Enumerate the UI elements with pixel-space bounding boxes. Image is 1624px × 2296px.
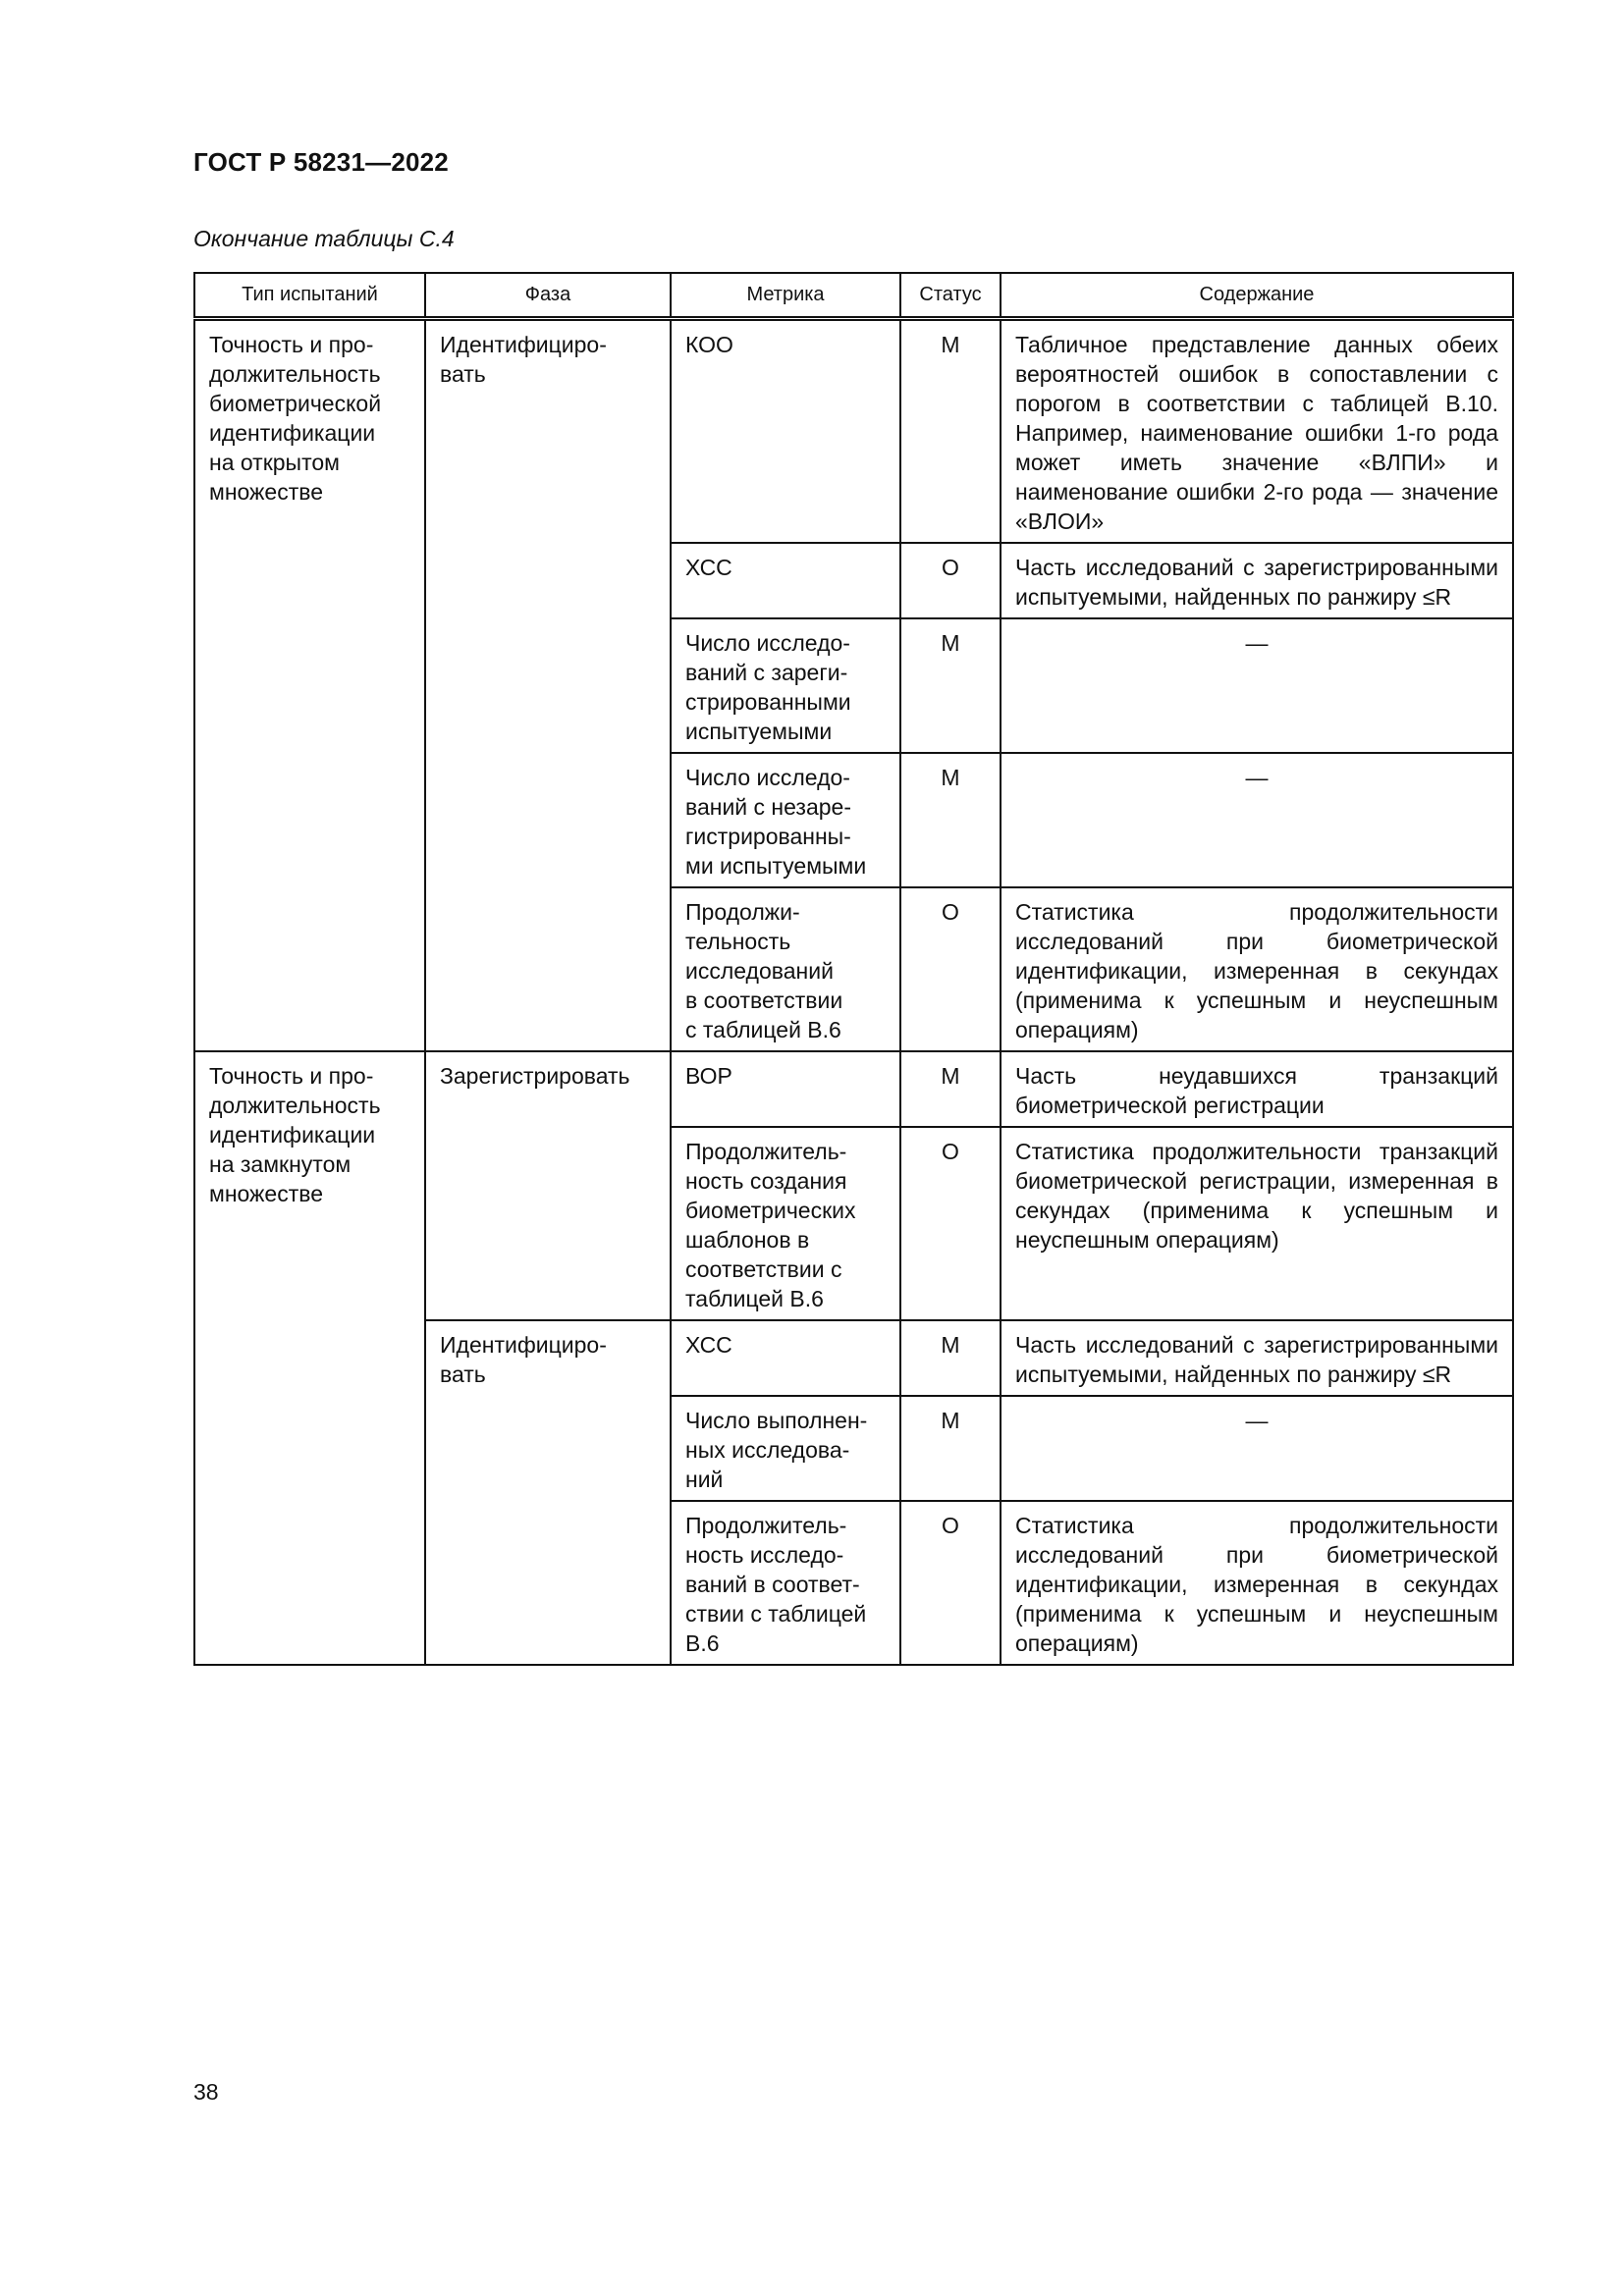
page-number: 38	[193, 2079, 219, 2105]
column-header-metric: Метрика	[671, 273, 900, 319]
content-cell: Часть исследований с зарегистрированными испытуемыми, найденных по ранжиру ≤R	[1001, 543, 1513, 618]
status-cell: М	[900, 1396, 1001, 1501]
table-caption: Окончание таблицы С.4	[193, 226, 455, 251]
status-cell: О	[900, 543, 1001, 618]
metric-cell: Продолжитель- ность создания биометрических шаблонов в соответствии с таблицей В.6	[671, 1127, 900, 1320]
metric-cell: ХСС	[671, 543, 900, 618]
phase-cell: Идентифициро- вать	[425, 319, 671, 1052]
metric-cell: ХСС	[671, 1320, 900, 1396]
column-header-content: Содержание	[1001, 273, 1513, 319]
metric-cell: ВОР	[671, 1051, 900, 1127]
column-header-status: Статус	[900, 273, 1001, 319]
status-cell: О	[900, 1501, 1001, 1665]
content-cell: Табличное представление данных обеих вероятностей ошибок в сопоставлении с порогом в соответствии с таблицей В.10. Например, наименование ошибки 1-го рода может иметь значение «ВЛПИ» и наименование ошибки 2-го рода — значение «ВЛОИ»	[1001, 319, 1513, 544]
content-cell: —	[1001, 618, 1513, 753]
content-cell: Статистика продолжительности исследований при биометрической идентификации, измеренная в секундах (применима к успешным и неуспешным операциям)	[1001, 887, 1513, 1051]
content-cell: —	[1001, 1396, 1513, 1501]
metric-cell: Число исследо- ваний с зареги- стрированными испытуемыми	[671, 618, 900, 753]
table-row	[194, 1051, 1513, 1127]
metric-cell: КОО	[671, 319, 900, 544]
status-cell: М	[900, 319, 1001, 544]
phase-cell: Зарегистрировать	[425, 1051, 671, 1320]
content-cell: Часть неудавшихся транзакций биометрической регистрации	[1001, 1051, 1513, 1127]
table-header-row	[194, 273, 1513, 319]
status-cell: О	[900, 887, 1001, 1051]
content-cell: Статистика продолжительности исследований при биометрической идентификации, измеренная в секундах (применима к успешным и неуспешным операциям)	[1001, 1501, 1513, 1665]
status-cell: О	[900, 1127, 1001, 1320]
metric-cell: Продолжитель- ность исследо- ваний в соответ- ствии с таблицей В.6	[671, 1501, 900, 1665]
column-header-test-type: Тип испытаний	[194, 273, 425, 319]
status-cell: М	[900, 1051, 1001, 1127]
status-cell: М	[900, 753, 1001, 887]
phase-cell: Идентифициро- вать	[425, 1320, 671, 1665]
content-cell: Часть исследований с зарегистрированными испытуемыми, найденных по ранжиру ≤R	[1001, 1320, 1513, 1396]
table-body	[194, 319, 1513, 1666]
status-cell: М	[900, 1320, 1001, 1396]
document-header: ГОСТ Р 58231—2022	[193, 147, 449, 177]
metrics-table	[193, 272, 1514, 1666]
metric-cell: Продолжи- тельность исследований в соответствии с таблицей В.6	[671, 887, 900, 1051]
column-header-phase: Фаза	[425, 273, 671, 319]
content-cell: Статистика продолжительности транзакций биометрической регистрации, измеренная в секундах (применима к успешным и неуспешным операциям)	[1001, 1127, 1513, 1320]
test-type-cell: Точность и про- должительность идентификации на замкнутом множестве	[194, 1051, 425, 1665]
content-cell: —	[1001, 753, 1513, 887]
test-type-cell: Точность и про- должительность биометрической идентификации на открытом множестве	[194, 319, 425, 1052]
metric-cell: Число выполнен- ных исследова- ний	[671, 1396, 900, 1501]
metric-cell: Число исследо- ваний с незаре- гистрированны- ми испытуемыми	[671, 753, 900, 887]
table-row	[194, 319, 1513, 544]
status-cell: М	[900, 618, 1001, 753]
